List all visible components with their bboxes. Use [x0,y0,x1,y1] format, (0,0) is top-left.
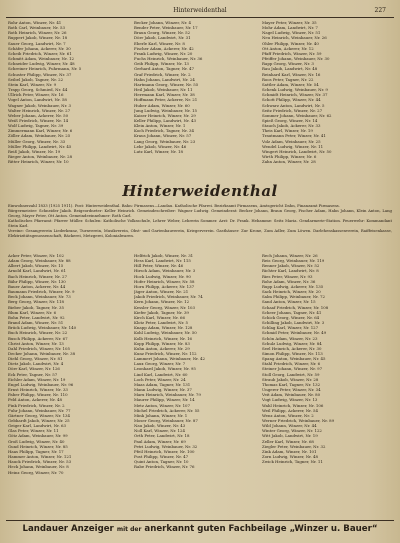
directory-entry: Blum Karl, Winzer, Nr. 6 [8,309,57,315]
directory-entry: Glas Peter, Winzer, Nr. 11 [8,428,59,434]
running-title: Hinterweidenthal [173,7,227,14]
directory-entry: Hofer Heinrich, Winzer, Nr. 58 [134,278,195,284]
directory-entry: Bauer Anton, Ackerer, Nr. 44 [8,283,66,289]
intro-paragraph: Katholisches Pfarramt: Pfarrer Müller. Schulen: Katholische Volksschule, Lehrer Weber, Lehrerin Sommer. Arzt: Dr. Frank. Hebamme: Seitz Maria. Gendarmerie-Station. Feuerwehr: Kommandant Stein Karl. [8,218,392,229]
directory-entry: Eberle Karl, Winzer, Nr. 8 [134,40,185,46]
directory-entry: Götz Adam, Weinbauer, Nr. 99 [8,433,68,439]
directory-entry: Ruppert Jakob, Winzer, Nr. 18 [8,35,68,41]
directory-entry: Christ Anton, Winzer, Nr. 13 [8,340,64,346]
lower-column-3 [262,253,392,519]
directory-entry: Graf Friedrich, Winzer, Nr. 2 [134,71,191,77]
directory-entry: Walter Heinrich, Winzer, Nr. 27 [8,107,71,113]
directory-entry: Engel Ludwig, Weinbauer, Nr. 96 [8,381,74,387]
directory-entry: Dörr Karl, Winzer, Nr. 126 [8,366,60,372]
directory-entry: Buch Heinrich, Winzer, Nr. 22 [8,330,68,336]
directory-entry: Paul Adam, Winzer, Nr. 69 [134,438,186,444]
directory-entry: Braun Georg, Winzer, Nr. 52 [134,30,191,36]
directory-entry: Fischer Adam, Ackerer, Nr. 42 [134,45,194,51]
directory-entry: Feld Anton, Ackerer, Nr. 48 [8,397,62,403]
directory-entry: Lang Georg, Weinbauer, Nr. 23 [134,138,196,144]
upper-column-2 [134,20,258,170]
directory-entry: Stoll Georg, Landwirt, Nr. 59 [262,371,320,377]
directory-entry: Petri Ludwig, Weinbauer, Nr. 32 [134,443,198,449]
directory-entry: Hahn Johann, Landwirt, Nr. 24 [134,76,195,82]
directory-entry: Ohler Philipp, Winzer, Nr. 40 [262,40,319,46]
directory-entry: Klein Anton, Winzer, Nr. 1 [134,123,186,129]
directory-entry: Albert Jakob, Winzer, Nr. 15 [8,263,64,269]
directory-entry: Pfeil Heinrich, Winzer, Nr. 100 [134,448,195,454]
directory-entry: Rau Jakob, Landwirt, Nr. 48 [262,66,318,72]
directory-entry: Sauer Georg, Landwirt, Nr. 7 [8,40,66,46]
directory-entry: Gärtner Georg, Winzer, Nr. 134 [8,412,71,418]
directory-entry: Wendel Ludwig, Winzer, Nr. 11 [262,143,324,149]
directory-entry: Loch Peter, Winzer, Nr. 24 [134,376,186,382]
directory-entry: Orth Peter, Landwirt, Nr. 18 [134,433,190,439]
directory-entry: Ungerer Peter, Winzer, Nr. 34 [262,387,321,393]
directory-entry: Schmidt Heinrich, Winzer, Nr. 37 [262,92,328,98]
directory-entry: Herrmann Karl, Winzer, Nr. 38 [134,92,195,98]
directory-entry: Vogt Ludwig, Winzer, Nr. 13 [262,397,318,403]
directory-entry: Diehl Georg, Winzer, Nr. 81 [8,356,63,362]
directory-entry: Decker Johann, Weinbauer, Nr. 38 [8,350,76,356]
directory-entry: Bähr Philipp, Winzer, Nr. 130 [8,278,66,284]
directory-entry: Frank Ludwig, Winzer, Nr. 20 [134,50,193,56]
directory-entry: Michel Friedrich, Ackerer, Nr. 55 [134,407,200,413]
directory-entry: Trautmann Peter, Winzer, Nr. 41 [262,133,326,139]
directory-entry: Trapp Georg, Schmied, Nr. 44 [8,87,68,93]
directory-entry: Helfrich Jakob, Winzer, Nr. 31 [134,253,194,258]
ad-supplement: anerkannt guten Fachbeilage „Winzer u. Bauer“ [144,524,378,534]
directory-entry: Busch Philipp, Ackerer, Nr. 67 [8,335,68,341]
footer-rule [6,520,394,521]
directory-entry: Hess Karl, Landwirt, Nr. 115 [134,258,191,264]
directory-entry: Hammer Anton, Winzer, Nr. 121 [8,454,72,460]
page-header [6,6,394,16]
directory-entry: Berg Georg, Winzer, Nr. 118 [8,299,64,305]
directory-entry: Zorn Ludwig, Winzer, Nr. 48 [262,454,318,460]
header-rule [6,17,394,18]
directory-entry: Fuchs Heinrich, Weinbauer, Nr. 36 [134,56,203,62]
directory-entry: Rupp Ludwig, Ackerer, Nr. 135 [262,283,324,289]
directory-entry: Theis Karl, Winzer, Nr. 19 [262,128,313,134]
directory-entry: Jung Ludwig, Weinbauer, Nr. 15 [134,107,197,113]
directory-entry: Vogel Anton, Landwirt, Nr. 58 [8,97,67,103]
directory-entry: Simon Philipp, Winzer, Nr. 113 [262,350,323,356]
directory-entry: Rohe Adam, Winzer, Nr. 36 [262,278,316,284]
directory-entry: Kolb Heinrich, Winzer, Nr. 16 [134,335,193,341]
directory-entry: Kessler Georg, Winzer, Nr. 103 [134,304,195,310]
directory-entry: Kohl Ludwig, Weinbauer, Nr. 50 [134,330,197,336]
directory-entry: Roth Heinrich, Winzer, Nr. 26 [8,30,67,36]
directory-entry: Post Philipp, Winzer, Nr. 47 [134,454,189,460]
directory-entry: Kopp Philipp, Winzer, Nr. 83 [134,340,190,346]
directory-entry: Geib Philipp, Winzer, Nr. 13 [134,61,189,67]
directory-entry: Seitz Friedrich, Winzer, Nr. 27 [262,107,323,113]
directory-entry: Schenk Ludwig, Weinbauer, Nr. 9 [262,87,328,93]
directory-entry: Keller Philipp, Landwirt, Nr. 43 [134,117,196,123]
directory-entry: Zahn Anton, Winzer, Nr. 28 [262,159,316,165]
directory-entry: Dahl Friedrich, Winzer, Nr. 105 [8,345,70,351]
directory-entry: Jäger Anton, Winzer, Nr. 21 [134,289,189,295]
directory-entry: Gund Heinrich, Winzer, Nr. 85 [8,443,68,449]
directory-entry: Volz Adam, Weinbauer, Nr. 25 [262,138,321,144]
directory-entry: Steiner Johann, Winzer, Nr. 97 [262,366,323,372]
directory-entry: Pfaff Friedrich, Winzer, Nr. 59 [262,50,322,56]
directory-entry: Knapp Adam, Winzer, Nr. 128 [134,325,193,331]
directory-entry: Quint Anton, Tagner, Nr. 10 [134,459,189,465]
directory-entry: Sack Heinrich, Winzer, Nr. 20 [262,289,321,295]
directory-entry: Becker Johann, Winzer, Nr. 4 [134,20,192,25]
directory-entry: Baumann Friedrich, Winzer, Nr. 9 [8,289,75,295]
directory-entry: Wahl Heinrich, Winzer, Nr. 106 [262,402,324,408]
directory-entry: Hill Peter, Winzer, Nr. 46 [134,263,184,269]
directory-entry: Marx Heinrich, Weinbauer, Nr. 79 [134,392,201,398]
directory-entry: Pfeiffer Johann, Weinbauer, Nr. 30 [262,56,330,62]
directory-entry: Werner Friedrich, Weinbauer, Nr. 89 [262,418,335,423]
directory-entry: Stein Karl, Winzer, Nr. 9 [8,81,57,87]
directory-entry: Seibel Jakob, Tagner, Nr. 22 [8,76,64,82]
directory-entry: Moser Georg, Weinbauer, Nr. 87 [134,418,198,423]
directory-entry: Roth Carl, Weinbauer, Nr. 53 [8,25,65,31]
directory-entry: Stauch Jakob, Ackerer, Nr. 33 [262,123,321,129]
directory-entry: Fuhr Johann, Weinbauer, Nr. 77 [8,407,71,413]
directory-entry: Maurer Philipp, Winzer, Nr. 14 [134,397,195,403]
directory-entry: Kraus Johann, Winzer, Nr. 57 [134,133,192,139]
directory-entry: Scheib Friedrich, Winzer, Nr. 61 [8,50,72,56]
directory-entry: Schmitt Adam, Weinbauer, Nr. 12 [8,56,74,62]
directory-entry: Reiß Jakob, Winzer, Nr. 19 [8,148,61,154]
directory-entry: Koch Friedrich, Tagner, Nr. 34 [134,128,194,134]
directory-entry: Thomas Karl, Tagner, Nr. 132 [262,381,321,387]
directory-entry: Reinhard Karl, Winzer, Nr. 16 [262,71,321,77]
directory-entry: Sattler Adam, Winzer, Nr. 54 [262,81,319,87]
directory-entry: Maas Adam, Tagner, Nr. 131 [134,381,191,387]
directory-entry: Lehr Jakob, Winzer, Nr. 46 [134,143,187,149]
directory-entry: Schick Georg, Winzer, Nr. 64 [262,314,320,320]
directory-entry: Zeller Karl, Winzer, Nr. 68 [262,438,314,444]
directory-entry: Schott Philipp, Winzer, Nr. 44 [262,97,321,103]
intro-paragraph: Einwohnerzahl 1833 (1925 1911). Post: Hinterweidenthal. Bahn: Pirmasens—Landau. Katholische Pfarrei. Bezirksamt Pirmasens, Amtsgericht Dahn, Finanzamt Pirmasens. [8,203,340,208]
directory-entry: Seel Heinrich, Ackerer, Nr. 30 [262,345,322,351]
directory-entry: Mayer Peter, Winzer, Nr. 35 [262,20,317,25]
directory-entry: Rabe Friedrich, Winzer, Nr. 76 [134,464,195,470]
directory-entry: Hock Ludwig, Winzer, Nr. 90 [134,273,191,279]
directory-entry: Müller Philipp, Landwirt, Nr. 45 [8,143,72,149]
directory-entry: Müller Georg, Winzer, Nr. 33 [8,138,66,144]
directory-entry: Kiefer Jakob, Tagner, Nr. 39 [134,309,189,315]
directory-entry: Wild Johann, Winzer, Nr. 44 [262,423,317,429]
directory-entry: Faber Philipp, Winzer, Nr. 110 [8,392,68,398]
directory-entry: Veit Adam, Weinbauer, Nr. 80 [262,392,321,398]
directory-entry: Hirsch Adam, Weinbauer, Nr. 3 [134,268,196,274]
intro-paragraph: Bürgermeister: Schneider Jakob. Beigeordneter: Keller Heinrich. Gemeindeschreiber: Wagner Ludwig. Gemeinderat: Becker Johann, Braun Georg, Fischer Adam, Hahn Johann, Klein Anton, Lang Georg, Mayer Peter, Ott Anton. Gemeindeeinnehmer: Roth Carl. [8,208,392,219]
directory-entry: Weiß Friedrich, Winzer, Nr. 14 [8,117,69,123]
directory-entry: Heil Jakob, Weinbauer, Nr. 11 [134,87,193,93]
directory-entry: Salm Philipp, Weinbauer, Nr. 72 [262,294,325,300]
directory-entry: Arnold Karl, Landwirt, Nr. 61 [8,268,66,274]
directory-entry: Witt Jakob, Landwirt, Nr. 19 [262,433,318,439]
directory-entry: Brand Adam, Winzer, Nr. 51 [8,320,64,326]
directory-entry: Stahl Friedrich, Winzer, Nr. 6 [262,361,321,367]
directory-entry: Neu Heinrich, Weinbauer, Nr. 26 [262,35,327,41]
directory-entry: Schlag Karl, Winzer, Nr. 127 [262,325,319,331]
directory-entry: Reis Georg, Weinbauer, Nr. 119 [262,258,325,264]
directory-entry: Huber Adam, Winzer, Nr. 60 [134,102,190,108]
directory-entry: Zimmermann Karl, Winzer, Nr. 6 [8,128,73,134]
directory-entry: Hoffmann Peter, Ackerer, Nr. 21 [134,97,198,103]
directory-entry: Schaaf Friedrich, Winzer, Nr. 108 [262,304,329,310]
directory-entry: Bender Peter, Weinbauer, Nr. 17 [134,25,198,31]
lower-column-1 [8,253,130,519]
directory-entry: Rapp Georg, Winzer, Nr. 3 [262,61,314,67]
directory-entry: Schön Adam, Winzer, Nr. 23 [262,335,318,341]
directory-entry: Schilling Jakob, Landwirt, Nr. 3 [262,320,325,326]
directory-entry: Bieber Jakob, Tagner, Nr. 35 [8,304,64,310]
directory-entry: Zöller Adam, Weinbauer, Nr. 25 [8,133,71,139]
directory-entry: Schuster Philipp, Winzer, Nr. 37 [8,71,72,77]
directory-entry: Hauck Friedrich, Winzer, Nr. 53 [8,459,72,465]
upper-column-3 [262,20,392,170]
section-intro [8,203,392,238]
directory-entry: Winter Georg, Winzer, Nr. 122 [262,428,322,434]
directory-entry: Hartmann Georg, Winzer, Nr. 55 [134,81,199,87]
directory-entry: Kaiser Heinrich, Winzer, Nr. 29 [134,112,196,118]
directory-entry: Wolf Ludwig, Tagner, Nr. 39 [8,123,64,129]
directory-entry: Sand Anton, Winzer, Nr. 15 [262,299,316,305]
directory-entry: Kuhn Anton, Ackerer, Nr. 29 [134,345,190,351]
directory-entry: Horn Philipp, Ackerer, Nr. 137 [134,283,195,289]
directory-entry: Bach Heinrich, Winzer, Nr. 27 [8,273,68,279]
directory-entry: Mann Ludwig, Winzer, Nr. 37 [134,387,192,393]
directory-entry: Ritter Heinrich, Winzer, Nr. 10 [8,159,69,165]
directory-entry: Straub Jakob, Winzer, Nr. 28 [262,376,319,382]
directory-entry: Zink Adam, Winzer, Nr. 101 [262,448,317,454]
directory-entry: Nau Jakob, Winzer, Nr. 43 [134,423,186,429]
directory-entry: Geiger Karl, Landwirt, Nr. 63 [8,423,66,429]
ad-newspaper-name: Landauer Anzeiger [22,524,114,534]
directory-entry: Spieß Georg, Winzer, Nr. 14 [262,117,318,123]
directory-entry: Dörr Jakob, Landwirt, Nr. 31 [134,35,191,41]
intro-paragraph: Vereine: Gesangverein Liederkranz, Turnverein, Musikverein, Obst- und Gartenbauverein, Kriegerverein. Gasthäuser: Zur Krone, Zum Adler, Zum Löwen. Darlehenskassenverein, Raiffeisenkasse, Elektrizitätsgenossenschaft, Bäckerei, Metzgerei, Kolonialwaren. [8,228,392,239]
directory-entry: Scheer Johann, Tagner, Nr. 41 [262,309,322,315]
directory-entry: Schulz Ludwig, Winzer, Nr. 84 [262,340,322,346]
directory-entry: Kunz Friedrich, Winzer, Nr. 112 [134,350,197,356]
directory-entry: Roos Peter, Tagner, Nr. 22 [262,76,314,82]
directory-entry: Noll Karl, Winzer, Nr. 124 [134,428,185,434]
directory-entry: Rohr Anton, Winzer, Nr. 41 [8,20,62,25]
directory-entry: Heck Johann, Weinbauer, Nr. 8 [8,464,69,470]
directory-entry: Spang Anton, Weinbauer, Nr. 45 [262,356,326,362]
directory-entry: Mink Johann, Winzer, Nr. 1 [134,412,188,418]
directory-entry: Ullrich Peter, Winzer, Nr. 16 [8,92,64,98]
directory-entry: Bohn Peter, Landwirt, Nr. 92 [8,314,65,320]
directory-entry: Ries Peter, Winzer, Nr. 93 [262,273,313,279]
directory-entry: Eck Peter, Tagner, Nr. 57 [8,371,58,377]
directory-entry: Eichler Adam, Winzer, Nr. 19 [8,376,66,382]
directory-entry: Brück Ludwig, Weinbauer, Nr. 140 [8,325,77,331]
lower-column-2 [134,253,258,519]
directory-entry: Wenz Anton, Winzer, Nr. 2 [262,412,314,418]
directory-entry: Leonhard Jakob, Winzer, Nr. 95 [134,366,196,372]
directory-entry: Kern Johann, Winzer, Nr. 12 [134,299,190,305]
directory-entry: Laux Georg, Winzer, Nr. 7 [134,361,186,367]
directory-entry: Wagner Jakob, Weinbauer, Nr. 3 [8,102,71,108]
directory-entry: Fink Friedrich, Winzer, Nr. 2 [8,402,65,408]
directory-entry: Beck Johann, Weinbauer, Nr. 73 [8,294,71,300]
directory-entry: Ott Anton, Ackerer, Nr. 12 [262,45,314,51]
directory-entry: Lammert Johann, Weinbauer, Nr. 42 [134,356,205,362]
directory-entry: Ernst Heinrich, Winzer, Nr. 33 [8,387,68,393]
directory-entry: Schwarz Anton, Landwirt, Nr. 5 [262,102,325,108]
directory-entry: Schneider Ludwig, Winzer, Nr. 48 [8,61,75,67]
directory-entry: Mohr Adam, Landwirt, Nr. 7 [262,25,318,31]
directory-entry: Weber Johann, Ackerer, Nr. 50 [8,112,69,118]
section-heading: Hinterweidenthal [122,182,278,200]
directory-entry: Wirth Philipp, Winzer, Nr. 6 [262,154,317,160]
directory-entry: Adam Georg, Weinbauer, Nr. 88 [8,258,71,264]
directory-entry: Zwick Heinrich, Tagner, Nr. 11 [262,459,323,465]
directory-entry: Heinz Georg, Winzer, Nr. 70 [8,469,64,475]
directory-entry: Kirch Karl, Winzer, Nr. 66 [134,314,185,320]
footer-advertisement [8,522,392,536]
directory-entry: Haas Philipp, Tagner, Nr. 17 [8,448,64,454]
ad-connector: mit der [116,526,142,533]
directory-entry: Metz Anton, Winzer, Nr. 107 [134,402,191,408]
directory-entry: Sommer Johann, Weinbauer, Nr. 62 [262,112,332,118]
directory-entry: Schäfer Johann, Ackerer, Nr. 30 [8,45,71,51]
directory-entry: Nagel Ludwig, Winzer, Nr. 51 [262,30,321,36]
upper-column-1 [8,20,130,170]
directory-entry: Renner Jakob, Winzer, Nr. 52 [262,263,320,269]
directory-entry: Klotz Peter, Landwirt, Nr. 5 [134,320,189,326]
directory-entry: Lind Karl, Landwirt, Nr. 60 [134,371,188,377]
page-number: 227 [374,7,386,14]
directory-entry: Rieger Anton, Weinbauer, Nr. 28 [8,154,73,160]
directory-entry: Acker Peter, Winzer, Nr. 102 [8,253,64,258]
directory-entry: Rech Johann, Winzer, Nr. 26 [262,253,318,258]
directory-entry: Dietz Jakob, Landwirt, Nr. 4 [8,361,64,367]
directory-entry: Gebhardt Jakob, Winzer, Nr. 25 [8,418,70,423]
directory-entry: Groß Ludwig, Winzer, Nr. 40 [8,438,65,444]
directory-entry: Wingert Heinrich, Landwirt, Nr. 50 [262,148,332,154]
directory-entry: Gerhard Anton, Tagner, Nr. 47 [134,66,194,72]
directory-entry: Schmid Peter, Weinbauer, Nr. 49 [262,330,327,336]
directory-entry: Lutz Karl, Winzer, Nr. 18 [134,148,183,154]
directory-entry: Jakob Friedrich, Weinbauer, Nr. 74 [134,294,203,300]
directory-entry: Weil Philipp, Ackerer, Nr. 54 [262,407,318,413]
directory-entry: Richter Karl, Landwirt, Nr. 8 [262,268,319,274]
directory-entry: Ziegler Peter, Weinbauer, Nr. 32 [262,443,326,449]
directory-entry: Schreiner Heinrich, Fuhrmann, Nr. 5 [8,66,82,72]
